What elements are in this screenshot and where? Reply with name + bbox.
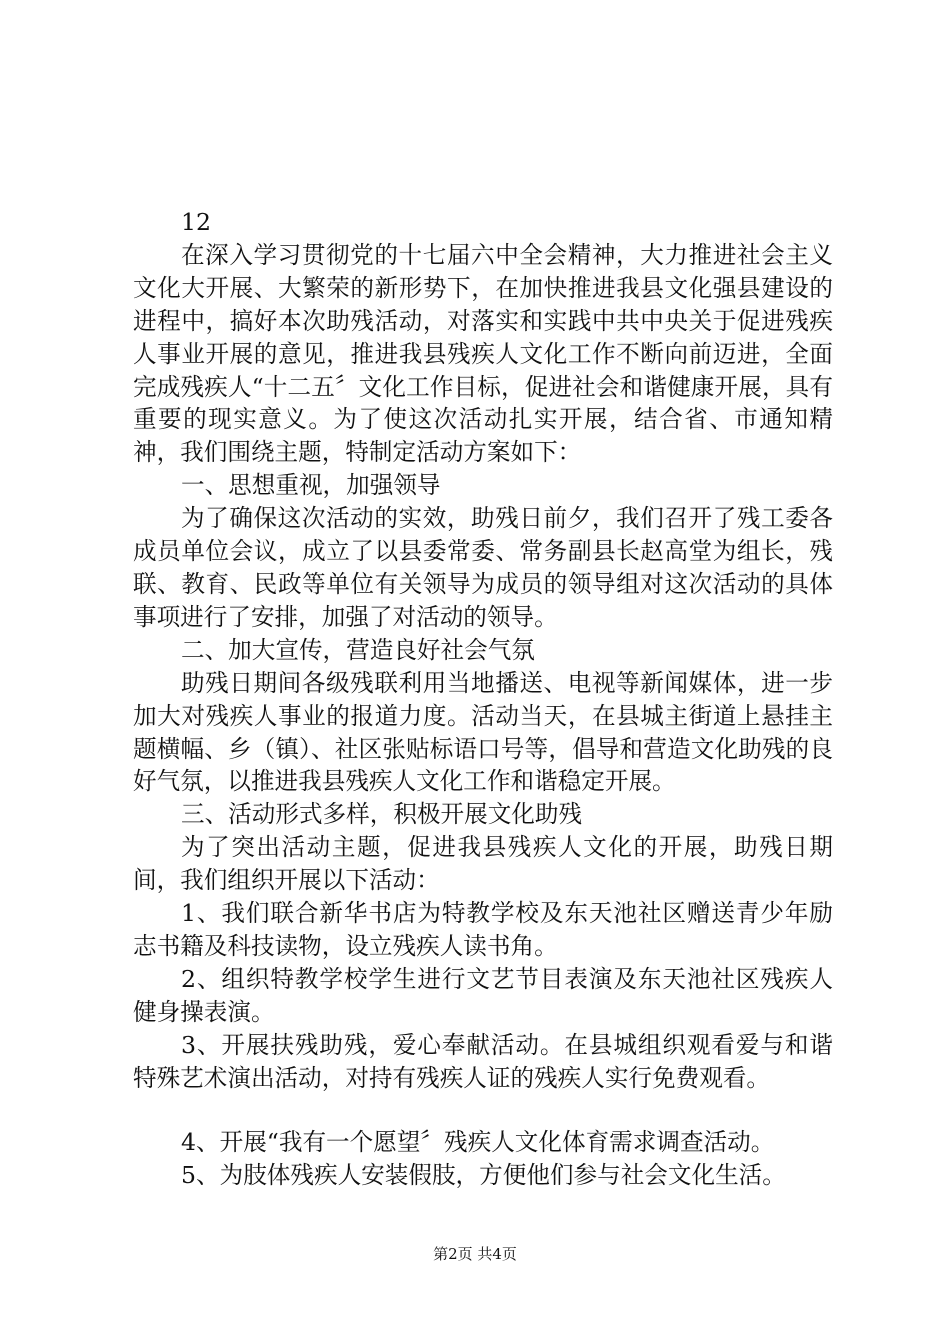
paragraph-section-1: 为了确保这次活动的实效，助残日前夕，我们召开了残工委各成员单位会议，成立了以县委常委、常务副县长赵高堂为组长，残联、教育、民政等单位有关领导为成员的领导组对这次活动的具体事项进行了安排，加强了对活动的领导。 [133,504,833,631]
section-heading-3: 三、活动形式多样，积极开展文化助残 [181,800,583,829]
document-body [133,206,833,1192]
list-item-3: 3、开展扶残助残，爱心奉献活动。在县城组织观看爱与和谐特殊艺术演出活动，对持有残疾人证的残疾人实行免费观看。 [133,1030,833,1092]
list-item-5: 5、为肢体残疾人安装假肢，方便他们参与社会文化生活。 [181,1161,786,1190]
list-item-4: 4、开展“我有一个愿望〞残疾人文化体育需求调查活动。 [181,1128,775,1157]
list-item-2: 2、组织特教学校学生进行文艺节目表演及东天池社区残疾人健身操表演。 [133,964,833,1026]
paragraph-number: 12 [181,208,212,236]
section-heading-2: 二、加大宣传，营造良好社会气氛 [181,635,535,664]
section-heading-1: 一、思想重视，加强领导 [181,471,441,500]
page-footer: 第2页 共4页 [433,1245,517,1263]
paragraph-section-2: 助残日期间各级残联利用当地播送、电视等新闻媒体，进一步加大对残疾人事业的报道力度。活动当天，在县城主街道上悬挂主题横幅、乡（镇）、社区张贴标语口号等，倡导和营造文化助残的良好气氛，以推进我县残疾人文化工作和谐稳定开展。 [133,668,833,796]
list-item-1: 1、我们联合新华书店为特教学校及东天池社区赠送青少年励志书籍及科技读物，设立残疾人读书角。 [133,899,833,960]
paragraph-intro: 在深入学习贯彻党的十七届六中全会精神，大力推进社会主义文化大开展、大繁荣的新形势下，在加快推进我县文化强县建设的进程中，搞好本次助残活动，对落实和实践中共中央关于促进残疾人事业开展的意见，推进我县残疾人文化工作不断向前迈进，全面完成残疾人“十二五〞文化工作目标，促进社会和谐健康开展，具有重要的现实意义。为了使这次活动扎实开展，结合省、市通知精神，我们围绕主题，特制定活动方案如下： [133,240,833,467]
paragraph-section-3: 为了突出活动主题，促进我县残疾人文化的开展，助残日期间，我们组织开展以下活动： [133,833,833,895]
